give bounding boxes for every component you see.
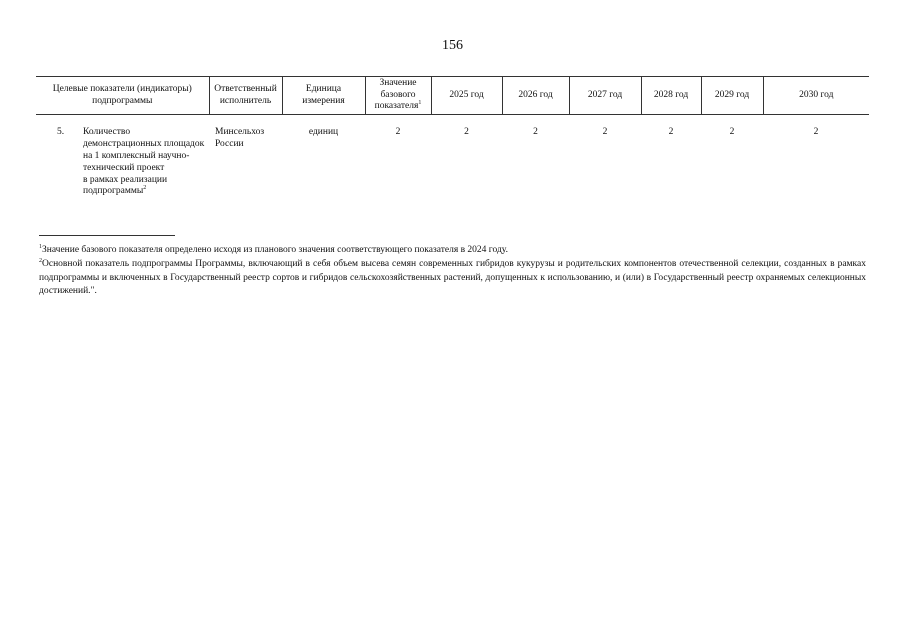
- footnote-2: [39, 258, 866, 299]
- header-indicator: Целевые показатели (индикаторы) подпрограммы: [36, 77, 209, 115]
- row-number: 5.: [57, 127, 65, 137]
- footnote-1: [39, 244, 866, 258]
- header-executor: Ответственный исполнитель: [209, 77, 282, 115]
- header-2026: 2026 год: [502, 77, 569, 115]
- footnote-2-text: Основной показатель подпрограммы Программы, включающий в себя объем высева семян современных гибридов кукурузы и родительских компонентов отечественной селекции, созданных в рамках подпрограммы и включенных в Государственный реестр сортов и гибридов сельскохозяйственных растений, допущенных к использованию, и (или) в Государственный реестр охраняемых селекционных достижений.: [39, 258, 866, 297]
- header-unit: Единица измерения: [282, 77, 365, 115]
- row-indicator-name: [83, 127, 208, 198]
- footnotes: [39, 244, 866, 299]
- row-indicator-footnote-ref: 2: [143, 185, 147, 192]
- row-2027-value: 2: [602, 127, 608, 137]
- page-number: 156: [442, 38, 463, 53]
- row-2030-value: 2: [813, 127, 819, 137]
- indicators-table: [36, 76, 869, 199]
- footnote-divider: [39, 235, 175, 236]
- table-row: [36, 115, 869, 200]
- header-base-text: Значение базового показателя: [374, 77, 419, 112]
- row-2025-value: 2: [464, 127, 469, 137]
- row-base-value: 2: [395, 127, 401, 137]
- header-2027: 2027 год: [569, 77, 641, 115]
- footnote-1-mark: 1: [39, 243, 42, 250]
- table-header-row: [36, 77, 869, 115]
- indicators-table-wrap: [36, 76, 869, 199]
- row-2026-value: 2: [533, 127, 538, 137]
- header-2028: 2028 год: [641, 77, 701, 115]
- row-indicator-cell: [36, 115, 209, 200]
- footnote-2-mark: 2: [39, 257, 42, 264]
- header-base: [365, 77, 431, 115]
- closing-quote: ".: [90, 286, 97, 297]
- header-2025: 2025 год: [431, 77, 502, 115]
- header-base-footnote-ref: 1: [418, 100, 422, 107]
- row-indicator-text: Количество демонстрационных площадок на 1 комплексный научно-технический проект в рамках реализации подпрограммы: [83, 127, 205, 197]
- header-2029: 2029 год: [701, 77, 763, 115]
- row-executor: Минсельхоз России: [215, 127, 265, 149]
- row-2028-value: 2: [668, 127, 674, 137]
- footnote-1-text: Значение базового показателя определено исходя из планового значения соответствующего показателя в 2024 году.: [42, 245, 508, 255]
- row-2029-value: 2: [729, 127, 735, 137]
- row-unit: единиц: [308, 127, 339, 137]
- header-2030: 2030 год: [799, 89, 834, 100]
